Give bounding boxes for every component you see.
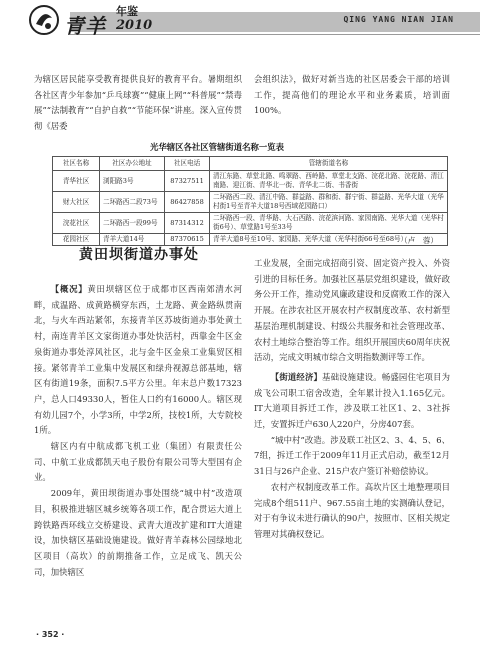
cell-streets: 二环路西一段、青华路、大石西路、浣花滨河路、家园南路、光华大道（光华村街6号）、草堂路1号至33号 <box>210 213 448 234</box>
left-column <box>34 282 242 580</box>
cell-phone: 86427858 <box>165 192 210 213</box>
cell-streets: 青羊大道8号至10号、家园路、光华大道（光华村街66号至68号） <box>210 234 448 246</box>
table-header-row <box>53 157 448 171</box>
community-streets-table <box>52 156 448 246</box>
top-right-paragraph <box>254 72 450 119</box>
economy-tag: 【街道经济】 <box>270 371 323 382</box>
top-left-text: 为辖区居民能享受教育提供良好的教育平台。暑期组织各社区青少年参加“乒乓球赛”“健康上网”“科普展”“禁毒展”“法制教育”“自护自救”“节能环保”讲座。深入宣传贯彻《居委 <box>34 74 242 132</box>
logo-year: 2010 <box>116 18 153 33</box>
cell-phone: 87370615 <box>165 234 210 246</box>
cell-streets: 二环路西二段、清江中路、群益路、群和街、群宁街、群益路、光华大道（光华村街1号至青羊大道18号西域花园路口） <box>210 192 448 213</box>
table-source-note: （卢 蓉） <box>400 236 438 245</box>
cell-phone: 87327511 <box>165 171 210 192</box>
cell-name: 花园社区 <box>53 234 100 246</box>
header-pinyin: QING YANG NIAN JIAN <box>343 15 454 24</box>
village-reform-paragraph: “城中村”改造。涉及联工社区2、3、4、5、6、7组，拆迁工作于2009年11月正式启动，截至12月31日与26户企业、215户农户签订补赔偿协议。 <box>254 434 450 477</box>
logo-title: 青羊 <box>64 14 106 38</box>
work-2009-paragraph: 2009年，黄田坝街道办事处围绕“城中村”改造项目，积极推进辖区城乡统筹各项工作，配合贯运大道上跨铁路西环线立交桥建设、武青大道改扩建和IT大道建设，加快辖区基础设施建设。做好青羊森林公园绿地北区项目（高坎）的前期推备工作，立足成飞、凯天公司，加快辖区 <box>34 488 242 577</box>
top-left-paragraph <box>34 72 242 135</box>
cell-name: 浣花社区 <box>53 213 100 234</box>
development-paragraph: 工业发展，全面完成招商引资、固定资产投入、外资引进的目标任务。加强社区基层党组织建设，做好政务公开工作，推动党风廉政建设和反腐败工作的深入开展。在涉农社区开展农村产权制度改革、农村新型基层治理机制建设、村级公共服务和社会管理改革、农村土地综合整治等工作。组织开展国庆60周年庆祝活动，完成文明城市综合文明指数测评等工作。 <box>254 258 450 363</box>
overview-tag: 【概况】 <box>50 284 88 294</box>
table-row <box>53 171 448 192</box>
cell-name: 财大社区 <box>53 192 100 213</box>
table-row <box>53 213 448 234</box>
table-title: 光华辖区各社区管辖街道名称一览表 <box>150 142 284 152</box>
table-row <box>53 192 448 213</box>
cell-phone: 87314312 <box>165 213 210 234</box>
col-header-address: 社区办公地址 <box>100 157 165 171</box>
cell-address: 二环路西一段99号 <box>100 213 165 234</box>
col-header-phone: 社区电话 <box>165 157 210 171</box>
property-reform-paragraph: 农村产权制度改革工作。高坎片区土地整理项目完成8个组511户、967.55亩土地的实测确认登记，对于有争议未进行确认的90户，按照市、区相关规定管理对其确权登记。 <box>254 481 450 539</box>
col-header-streets: 管辖街道名称 <box>210 157 448 171</box>
cell-address: 二环路西二段73号 <box>100 192 165 213</box>
economy-text: 基础设施建设。畅盛园住宅项目为成飞公司职工宿舍改造，全年累计投入1.165亿元。IT大道项目拆迁工作，涉及联工社区1、2、3社拆迁，安置拆迁户630人220户，分房407套。 <box>254 371 451 430</box>
overview-paragraph <box>34 282 242 439</box>
cell-name: 青华社区 <box>53 171 100 192</box>
page-number: · 352 · <box>36 630 65 639</box>
enterprises-paragraph: 辖区内有中航成都飞机工业（集团）有限责任公司、中航工业成都凯天电子股份有限公司等大型国有企业。 <box>34 441 242 483</box>
col-header-name: 社区名称 <box>53 157 100 171</box>
right-column <box>254 256 450 543</box>
section-title: 黄田坝街道办事处 <box>79 247 199 263</box>
cell-address: 浏阳路3号 <box>100 171 165 192</box>
page-header <box>0 0 480 38</box>
cell-address: 青羊大道14号 <box>100 234 165 246</box>
economy-paragraph <box>254 370 450 433</box>
logo-year-label: 年鉴 <box>116 5 138 18</box>
overview-text: 黄田坝辖区位于成都市区西南郊清水河畔，成温路、成黄路横穿东西，土龙路、黄金路纵贯南北，与火车西站紧邻，东接青羊区苏坡街道办事处黄土村，南连青羊区文家街道办事处快活村，西靠金牛区金泉街道办事处淳风社区，北与金牛区金泉工业集贸区相接。紧邻青羊工业集中发展区和绿舟视源总部基地，辖区有街道19条，面积7.5平方公里。年末总户数17323户，总人口49330人，暂住人口约有16000人。辖区现有幼儿园7个，小学3所，中学2所，技校1所，大专院校1所。 <box>34 284 243 436</box>
cell-streets: 清江东路、草堂北路、鸣翠路、西岭路、草堂北支路、浣花北路、浣花路、清江南路、迎江街、青华北一街、青华北二街、书香街 <box>210 171 448 192</box>
logo-swirl-icon <box>28 4 60 36</box>
yearbook-logo <box>28 4 188 36</box>
top-right-text: 会组织法》，做好对新当选的社区居委会干部的培训工作，提高他们的理论水平和业务素质，培训面100%。 <box>254 74 450 116</box>
